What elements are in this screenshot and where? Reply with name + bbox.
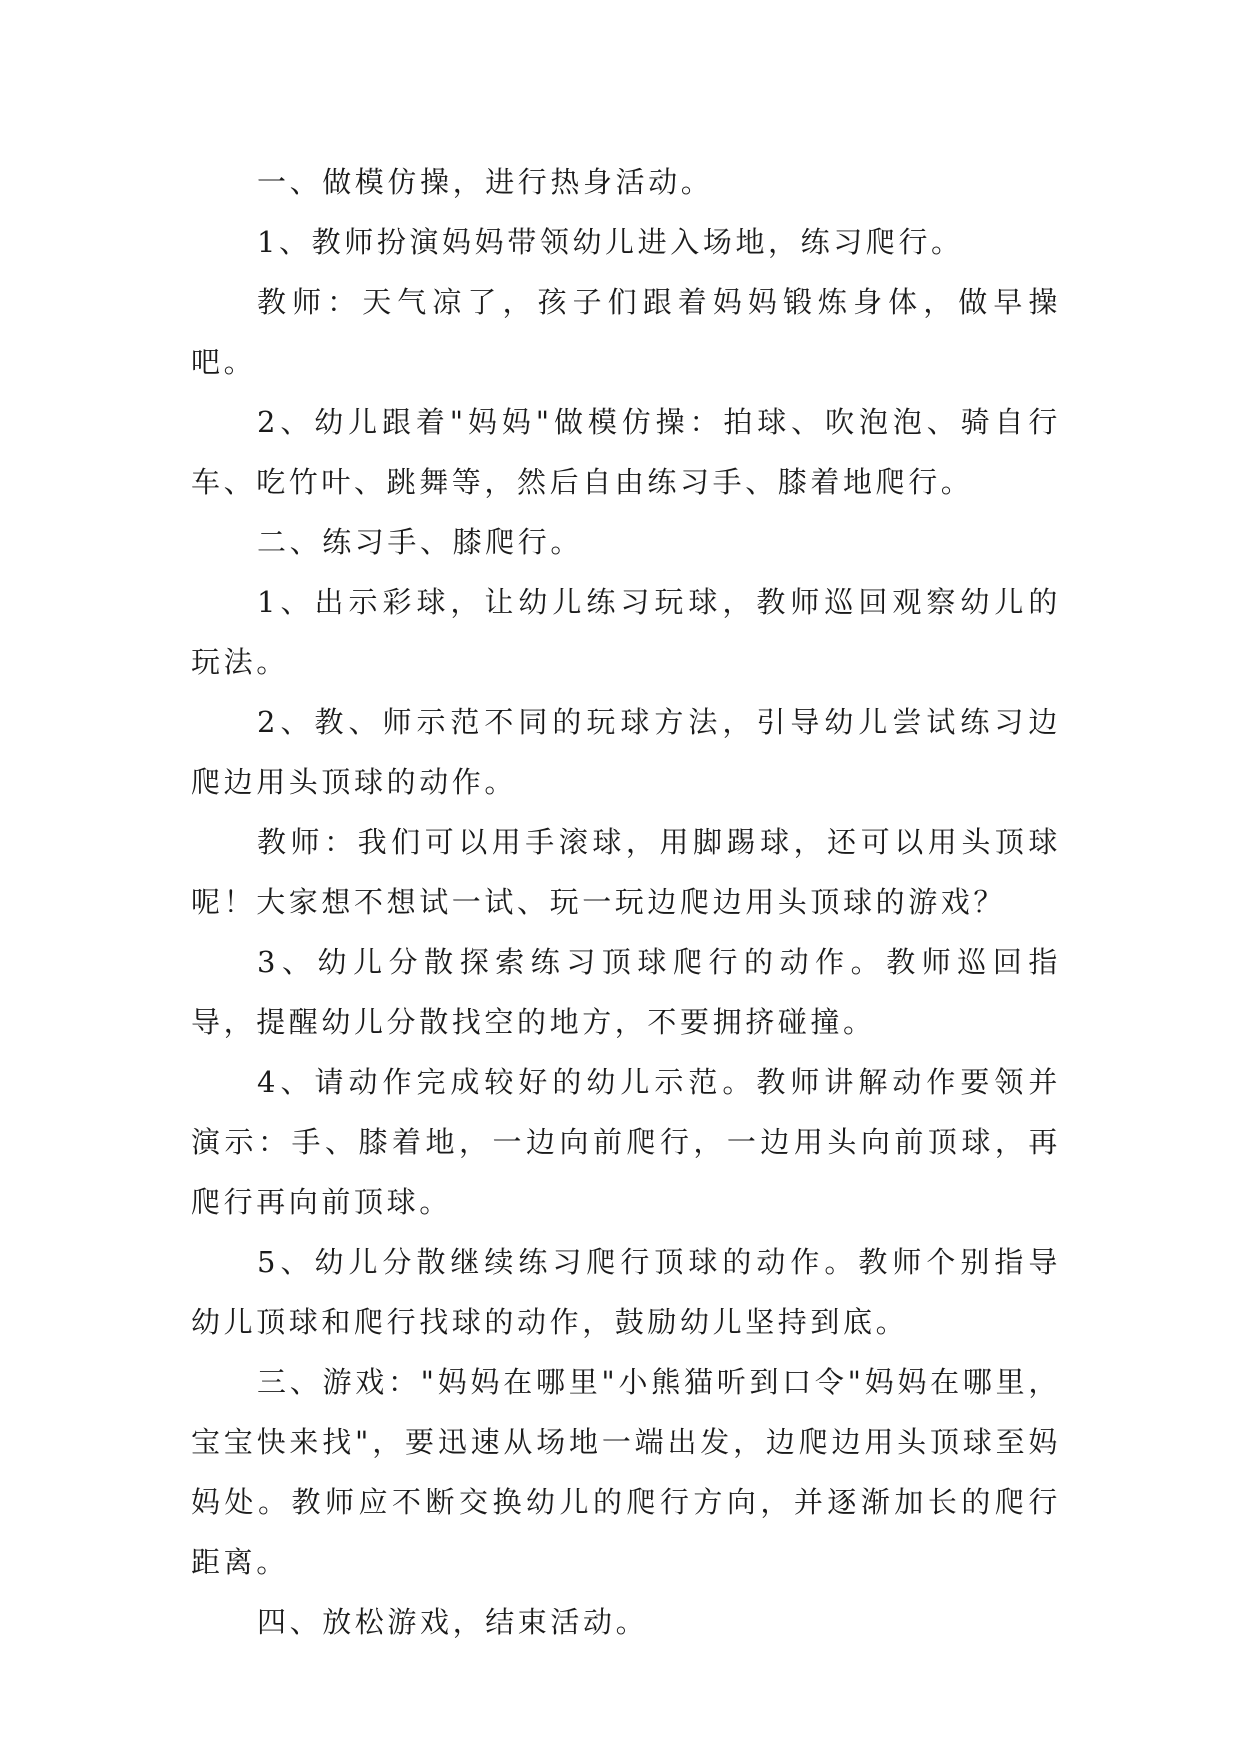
section-heading-game: 三、游戏："妈妈在哪里"小熊猫听到口令"妈妈在哪里，宝宝快来找"，要迅速从场地一端出发，边爬边用头顶球至妈妈处。教师应不断交换幼儿的爬行方向，并逐渐加长的爬行距离。	[191, 1365, 1061, 1579]
paragraph: 4、请动作完成较好的幼儿示范。教师讲解动作要领并演示：手、膝着地，一边向前爬行，一边用头向前顶球，再爬行再向前顶球。	[191, 1065, 1061, 1219]
paragraph: 2、教、师示范不同的玩球方法，引导幼儿尝试练习边爬边用头顶球的动作。	[191, 705, 1061, 799]
document-body	[191, 152, 1061, 1652]
section-heading-warmup: 一、做模仿操，进行热身活动。	[257, 165, 714, 199]
paragraph: 教师：天气凉了，孩子们跟着妈妈锻炼身体，做早操吧。	[191, 285, 1061, 379]
section-heading-relax: 四、放松游戏，结束活动。	[257, 1605, 649, 1639]
paragraph: 3、幼儿分散探索练习顶球爬行的动作。教师巡回指导，提醒幼儿分散找空的地方，不要拥挤碰撞。	[191, 945, 1061, 1039]
paragraph: 1、教师扮演妈妈带领幼儿进入场地，练习爬行。	[257, 225, 964, 259]
section-heading-crawl-practice: 二、练习手、膝爬行。	[257, 525, 584, 559]
paragraph: 5、幼儿分散继续练习爬行顶球的动作。教师个别指导幼儿顶球和爬行找球的动作，鼓励幼儿坚持到底。	[191, 1245, 1061, 1339]
paragraph: 1、出示彩球，让幼儿练习玩球，教师巡回观察幼儿的玩法。	[191, 585, 1061, 679]
paragraph: 2、幼儿跟着"妈妈"做模仿操：拍球、吹泡泡、骑自行车、吃竹叶、跳舞等，然后自由练习手、膝着地爬行。	[191, 405, 1061, 499]
paragraph: 教师：我们可以用手滚球，用脚踢球，还可以用头顶球呢！大家想不想试一试、玩一玩边爬边用头顶球的游戏？	[191, 825, 1061, 919]
